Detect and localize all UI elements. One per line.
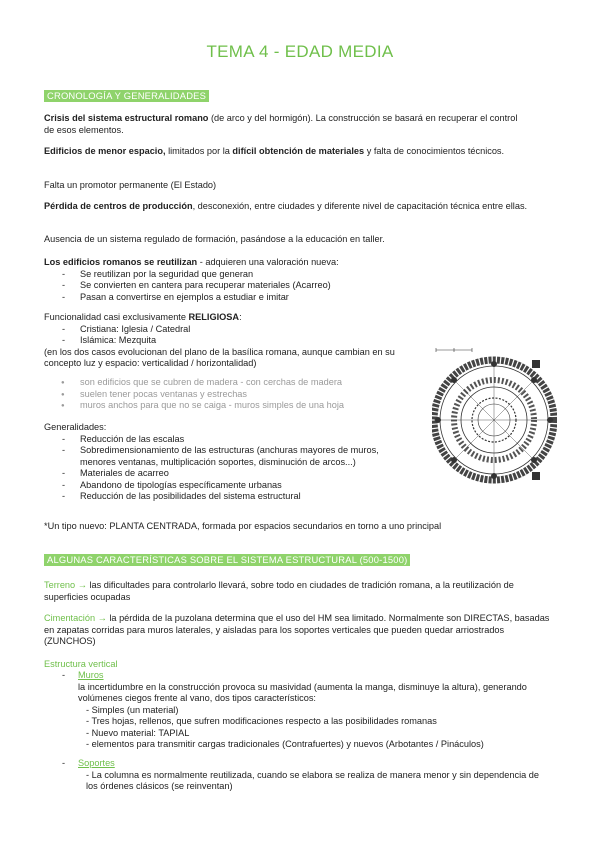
- paragraph-production: [44, 201, 529, 213]
- list-item: - Materiales de acarreo: [44, 468, 414, 480]
- function-list: [44, 324, 404, 347]
- terrain-label: Terreno →: [44, 580, 87, 590]
- section-heading-chronology: CRONOLOGÍA Y GENERALIDADES: [44, 90, 209, 102]
- generalities-list: [44, 434, 414, 503]
- walls-text: la incertidumbre en la construcción provoca su masividad (aumenta la manga, disminuye la altura), generando volúmenes ciegos frente al vano, dos tipos característicos:: [78, 681, 527, 703]
- supports-label: Soportes: [78, 758, 115, 768]
- list-item: - Abandono de tipologías específicamente urbanas: [44, 480, 414, 492]
- walls-label-row: [44, 670, 544, 682]
- section-heading-structure: ALGUNAS CARACTERÍSTICAS SOBRE EL SISTEMA ESTRUCTURAL (500-1500): [44, 554, 410, 566]
- paragraph-terrain: [44, 580, 544, 603]
- list-item: - Se convierten en cantera para recuperar materiales (Acarreo): [44, 280, 529, 292]
- supports-text: - La columna es normalmente reutilizada, cuando se elabora se realiza de manera menor y sin dependencia de los órdenes clásicos (se reinventan): [86, 769, 540, 791]
- function-post: :: [239, 312, 242, 322]
- crisis-rest: (de arco y del hormigón). La construcción se basará en recuperar el control de esos elementos.: [44, 113, 518, 135]
- supports-block: [44, 758, 544, 793]
- paragraph-promoter: Falta un promotor permanente (El Estado): [44, 180, 217, 190]
- function-note: (en los dos casos evolucionan del plano de la basílica romana, aunque cambian en su concepto luz y espacio: verticalidad / horizontalidad): [44, 346, 395, 368]
- generalities-label: Generalidades:: [44, 422, 107, 432]
- list-item: - Sobredimensionamiento de las estructuras (anchuras mayores de muros, menores ventanas, multiplicación soportes, disminución de arcos...): [44, 445, 414, 468]
- paragraph-small-buildings: [44, 146, 529, 158]
- foundation-text: la pérdida de la puzolana determina que el uso del HM sea limitado. Normalmente son DIRECTAS, basadas en zapatas corridas para muros laterales, y aisladas para los soportes verticales que pueden quedar arriostrados (ZUNCHOS): [44, 613, 550, 646]
- production-rest: , desconexión, entre ciudades y diferente nivel de capacitación técnica entre ellas.: [192, 201, 528, 211]
- paragraph-centered-plan-note: *Un tipo nuevo: PLANTA CENTRADA, formada por espacios secundarios en torno a uno principal: [44, 521, 442, 531]
- production-bold: Pérdida de centros de producción: [44, 201, 193, 211]
- walls-block: [44, 670, 544, 751]
- terrain-text: las dificultades para controlarlo llevará, sobre todo en ciudades de tradición romana, a la reutilización de superficies ocupadas: [44, 580, 514, 602]
- walls-types: [44, 705, 544, 751]
- crisis-bold: Crisis del sistema estructural romano: [44, 113, 209, 123]
- function-pre: Funcionalidad casi exclusivamente: [44, 312, 189, 322]
- list-item: - Reducción de las escalas: [44, 434, 414, 446]
- list-item: - elementos para transmitir cargas tradicionales (Contrafuertes) y nuevos (Arbotantes / Pináculos): [86, 739, 484, 749]
- paragraph-reuse: [44, 257, 529, 303]
- paragraph-foundation: [44, 613, 554, 648]
- list-item: - Cristiana: Iglesia / Catedral: [44, 324, 404, 336]
- list-item: - Se reutilizan por la seguridad que generan: [44, 269, 529, 281]
- list-item: - Reducción de las posibilidades del sistema estructural: [44, 491, 414, 503]
- reuse-rest: - adquieren una valoración nueva:: [197, 257, 339, 267]
- vertical-structure-label: Estructura vertical: [44, 659, 118, 669]
- small-buildings-mid: limitados por la: [165, 146, 233, 156]
- list-item: - Simples (un material): [86, 704, 179, 715]
- paragraph-function: [44, 312, 404, 370]
- list-item: ● muros anchos para que no se caiga - muros simples de una hoja: [44, 400, 414, 412]
- paragraph-training: Ausencia de un sistema regulado de formación, pasándose a la educación en taller.: [44, 234, 385, 244]
- reuse-bold: Los edificios romanos se reutilizan: [44, 257, 198, 267]
- materials-bold: difícil obtención de materiales: [232, 146, 365, 156]
- list-item: ● suelen tener pocas ventanas y estrechas: [44, 389, 414, 401]
- list-item: - Islámica: Mezquita: [44, 335, 404, 347]
- grey-notes: [44, 377, 414, 412]
- small-buildings-bold: Edificios de menor espacio,: [44, 146, 166, 156]
- walls-label: Muros: [78, 670, 104, 680]
- list-item: ● son edificios que se cubren de madera - con cerchas de madera: [44, 377, 414, 389]
- grey-list: [44, 377, 414, 412]
- list-item: - Tres hojas, rellenos, que sufren modificaciones respecto a las posibilidades romanas: [86, 716, 437, 726]
- page-title: TEMA 4 - EDAD MEDIA: [206, 42, 394, 61]
- dash-marker: -: [62, 670, 66, 680]
- paragraph-generalities: [44, 422, 414, 503]
- small-buildings-rest: y falta de conocimientos técnicos.: [364, 146, 505, 156]
- dash-marker: -: [62, 758, 66, 768]
- supports-label-row: [44, 758, 544, 770]
- function-bold: RELIGIOSA: [188, 312, 240, 322]
- centered-plan-illustration: [432, 342, 557, 490]
- list-item: - Pasan a convertirse en ejemplos a estudiar e imitar: [44, 292, 529, 304]
- list-item: - Nuevo material: TAPIAL: [86, 727, 190, 738]
- paragraph-crisis: [44, 113, 529, 136]
- reuse-list: [44, 269, 529, 304]
- foundation-label: Cimentación →: [44, 613, 107, 623]
